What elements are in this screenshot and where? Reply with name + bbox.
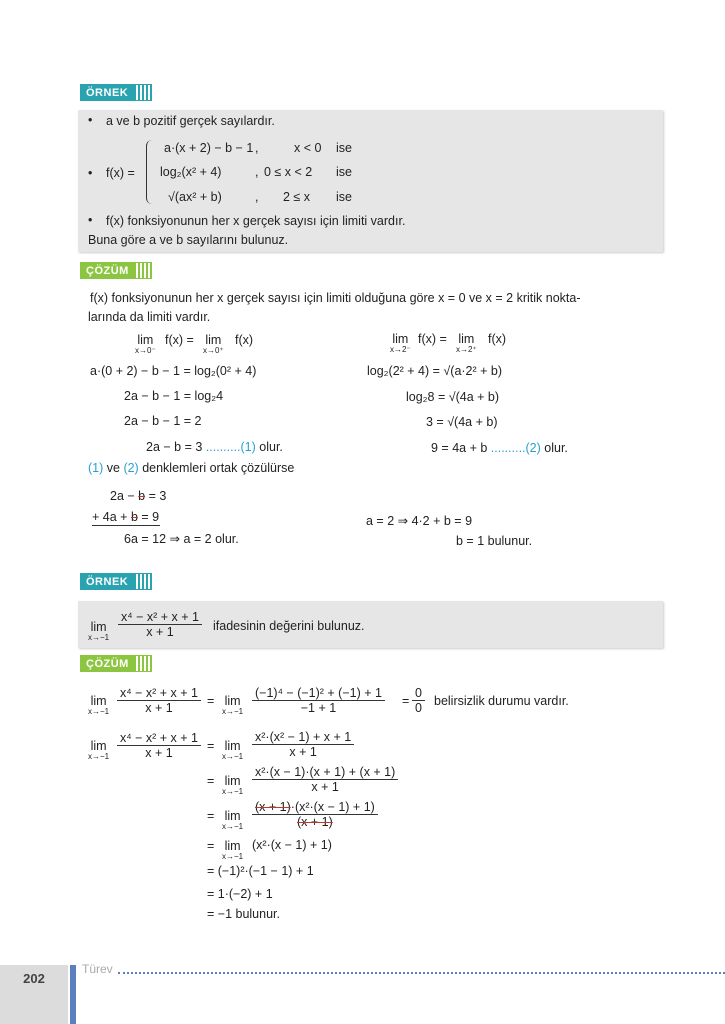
numerator: x⁴ − x² + x + 1 bbox=[117, 686, 201, 701]
bullet: • bbox=[88, 113, 93, 127]
lim-sub: x→−1 bbox=[222, 752, 244, 761]
eq-ref: ..........(1) bbox=[202, 440, 256, 454]
limit-right bbox=[456, 332, 477, 354]
eq-line: = 1·(−2) + 1 bbox=[207, 887, 273, 901]
lim-sub: x→−1 bbox=[222, 787, 244, 796]
fraction bbox=[117, 731, 201, 760]
bullet: • bbox=[88, 213, 93, 227]
piece-expr: log₂(x² + 4) bbox=[160, 165, 222, 179]
tag-bars-decoration bbox=[136, 85, 150, 100]
sum-text: = 3 bbox=[145, 489, 167, 503]
zero-over-zero bbox=[412, 686, 425, 715]
denominator: x + 1 bbox=[145, 701, 173, 715]
solution-intro-cont: larında da limiti vardır. bbox=[88, 310, 211, 324]
ref-2: (2) bbox=[123, 461, 139, 475]
limit bbox=[222, 694, 243, 716]
denominator: 0 bbox=[415, 701, 422, 715]
example-tag bbox=[80, 84, 152, 101]
fx: f(x) bbox=[488, 332, 507, 346]
limit-left bbox=[135, 333, 156, 355]
limit bbox=[88, 739, 109, 761]
limit bbox=[222, 809, 243, 831]
bullet: • bbox=[88, 166, 93, 180]
piece-cond: 2 ≤ x bbox=[283, 190, 311, 204]
eq-line bbox=[146, 440, 283, 454]
question: ifadesinin değerini bulunuz. bbox=[213, 619, 365, 633]
piece-ise: ise bbox=[336, 141, 352, 155]
eq-line: a·(0 + 2) − b − 1 = log₂(0² + 4) bbox=[90, 364, 257, 378]
fraction bbox=[118, 610, 202, 639]
equals: = bbox=[207, 809, 215, 823]
statement-positive: a ve b pozitif gerçek sayılardır. bbox=[106, 114, 275, 128]
piece-ise: ise bbox=[336, 165, 352, 179]
olur: olur. bbox=[540, 441, 568, 455]
lim-sub: x→−1 bbox=[222, 707, 244, 716]
eq-text: 9 = 4a + b bbox=[431, 441, 488, 455]
equals: = bbox=[207, 739, 215, 753]
footer-dotted-rule bbox=[118, 972, 725, 974]
eq-line: log₂8 = √(4a + b) bbox=[406, 390, 500, 404]
solution-intro: f(x) fonksiyonunun her x gerçek sayısı için limiti olduğuna göre x = 0 ve x = 2 kritik nokta- bbox=[90, 291, 581, 305]
numerator: x⁴ − x² + x + 1 bbox=[117, 731, 201, 746]
eq-line bbox=[431, 441, 568, 455]
fx: f(x) bbox=[235, 333, 254, 347]
piece-ise: ise bbox=[336, 190, 352, 204]
equals: = bbox=[207, 774, 215, 788]
combine-text: ve bbox=[103, 461, 124, 475]
numerator: (−1)⁴ − (−1)² + (−1) + 1 bbox=[252, 686, 385, 701]
combine-text: denklemleri ortak çözülürse bbox=[138, 461, 295, 475]
solution-tag bbox=[80, 262, 152, 279]
question: Buna göre a ve b sayılarını bulunuz. bbox=[88, 233, 289, 247]
lim-sub: x→−1 bbox=[222, 822, 244, 831]
numerator: x²·(x² − 1) + x + 1 bbox=[252, 730, 354, 745]
lim-sub: x→−1 bbox=[88, 707, 110, 716]
lim-text: lim bbox=[90, 620, 107, 634]
limit bbox=[222, 739, 243, 761]
eq-line: = (−1)²·(−1 − 1) + 1 bbox=[207, 864, 314, 878]
cancelled-b: b bbox=[138, 489, 146, 503]
eq-line: 2a − b − 1 = 2 bbox=[124, 414, 202, 428]
solution-tag-label: ÇÖZÜM bbox=[86, 264, 129, 277]
numerator bbox=[252, 800, 378, 815]
tag-bars-decoration bbox=[136, 263, 150, 278]
ref-1: (1) bbox=[88, 461, 104, 475]
lim-text: lim bbox=[90, 694, 107, 708]
lim-text: lim bbox=[224, 774, 241, 788]
eq-text: 2a − b = 3 bbox=[146, 440, 203, 454]
sum-line bbox=[92, 525, 160, 526]
denominator: x + 1 bbox=[311, 780, 339, 794]
limit bbox=[88, 620, 109, 642]
lim-sub: x→2⁺ bbox=[456, 345, 477, 354]
example-box bbox=[78, 110, 663, 252]
lim-text: lim bbox=[224, 739, 241, 753]
example-tag bbox=[80, 573, 152, 590]
chapter-title: Türev bbox=[82, 962, 113, 976]
lim-text: lim bbox=[224, 839, 241, 853]
page-number: 202 bbox=[0, 965, 68, 1024]
numerator-rest: ·(x²·(x − 1) + 1) bbox=[290, 800, 375, 814]
piece-sep: , bbox=[255, 141, 259, 155]
lim-text: lim bbox=[392, 332, 409, 346]
eq-line: 3 = √(4a + b) bbox=[426, 415, 498, 429]
solution-tag-label: ÇÖZÜM bbox=[86, 657, 129, 670]
tag-bars-decoration bbox=[136, 656, 150, 671]
lim-text: lim bbox=[205, 333, 222, 347]
fraction bbox=[252, 686, 385, 715]
fraction bbox=[252, 730, 354, 759]
limit bbox=[222, 839, 243, 861]
solution-tag bbox=[80, 655, 152, 672]
piecewise-brace bbox=[146, 140, 153, 204]
example-tag-label: ÖRNEK bbox=[86, 575, 129, 588]
tag-bars-decoration bbox=[136, 574, 150, 589]
sum-text: + 4a + bbox=[92, 510, 131, 524]
cancelled-b: b bbox=[130, 510, 138, 524]
piece-expr: a·(x + 2) − b − 1 bbox=[164, 141, 254, 155]
fraction bbox=[117, 686, 201, 715]
combine-line bbox=[88, 461, 294, 475]
lim-text: lim bbox=[90, 739, 107, 753]
piece-expr: √(ax² + b) bbox=[168, 190, 222, 204]
lim-text: lim bbox=[137, 333, 154, 347]
eq-line: log₂(2² + 4) = √(a·2² + b) bbox=[367, 364, 503, 378]
lim-sub: x→0⁻ bbox=[135, 346, 156, 355]
limit bbox=[222, 774, 243, 796]
sum-row bbox=[92, 510, 159, 524]
denominator: −1 + 1 bbox=[300, 701, 337, 715]
numerator: x²·(x − 1)·(x + 1) + (x + 1) bbox=[252, 765, 398, 780]
denominator: x + 1 bbox=[145, 746, 173, 760]
equals: = bbox=[207, 694, 215, 708]
denominator: x + 1 bbox=[289, 745, 317, 759]
sum-text: = 9 bbox=[137, 510, 160, 524]
eq-line: 2a − b − 1 = log₂4 bbox=[124, 389, 224, 403]
lim-sub: x→−1 bbox=[88, 752, 110, 761]
fx: f(x) = bbox=[165, 333, 194, 347]
equals: = bbox=[207, 839, 215, 853]
example-tag-label: ÖRNEK bbox=[86, 86, 129, 99]
fraction bbox=[252, 800, 378, 829]
cancelled-factor: (x + 1) bbox=[255, 800, 291, 814]
sum-text: 2a − bbox=[110, 489, 139, 503]
piece-cond: x < 0 bbox=[294, 141, 322, 155]
numerator: x⁴ − x² + x + 1 bbox=[118, 610, 202, 625]
lim-text: lim bbox=[224, 809, 241, 823]
denominator: x + 1 bbox=[146, 625, 174, 639]
limit-left bbox=[390, 332, 411, 354]
lim-sub: x→−1 bbox=[88, 633, 110, 642]
result-line: = −1 bulunur. bbox=[207, 907, 280, 921]
sum-result: 6a = 12 ⇒ a = 2 olur. bbox=[124, 532, 239, 546]
piece-sep: , bbox=[255, 190, 259, 204]
fx: f(x) = bbox=[418, 332, 447, 346]
limit bbox=[88, 694, 109, 716]
lim-sub: x→2⁻ bbox=[390, 345, 411, 354]
fraction bbox=[252, 765, 398, 794]
lim-text: lim bbox=[458, 332, 475, 346]
lim-text: lim bbox=[224, 694, 241, 708]
function-label: f(x) = bbox=[106, 166, 135, 180]
indeterminate-text: belirsizlik durumu vardır. bbox=[434, 694, 569, 708]
final-line: b = 1 bulunur. bbox=[456, 534, 533, 548]
statement-limit: f(x) fonksiyonunun her x gerçek sayısı için limiti vardır. bbox=[106, 214, 406, 228]
final-line: a = 2 ⇒ 4·2 + b = 9 bbox=[366, 514, 473, 528]
equals: = bbox=[402, 694, 410, 708]
cancelled-denominator: (x + 1) bbox=[297, 815, 333, 829]
eq-ref: ..........(2) bbox=[487, 441, 541, 455]
limit-right bbox=[203, 333, 224, 355]
numerator: 0 bbox=[412, 686, 425, 701]
piece-cond: 0 ≤ x < 2 bbox=[264, 165, 313, 179]
footer-accent-bar bbox=[70, 965, 76, 1024]
piece-sep: , bbox=[255, 165, 259, 179]
lim-sub: x→0⁺ bbox=[203, 346, 224, 355]
lim-sub: x→−1 bbox=[222, 852, 244, 861]
sum-row bbox=[110, 489, 166, 503]
olur: olur. bbox=[255, 440, 283, 454]
eq-line: (x²·(x − 1) + 1) bbox=[252, 838, 332, 852]
